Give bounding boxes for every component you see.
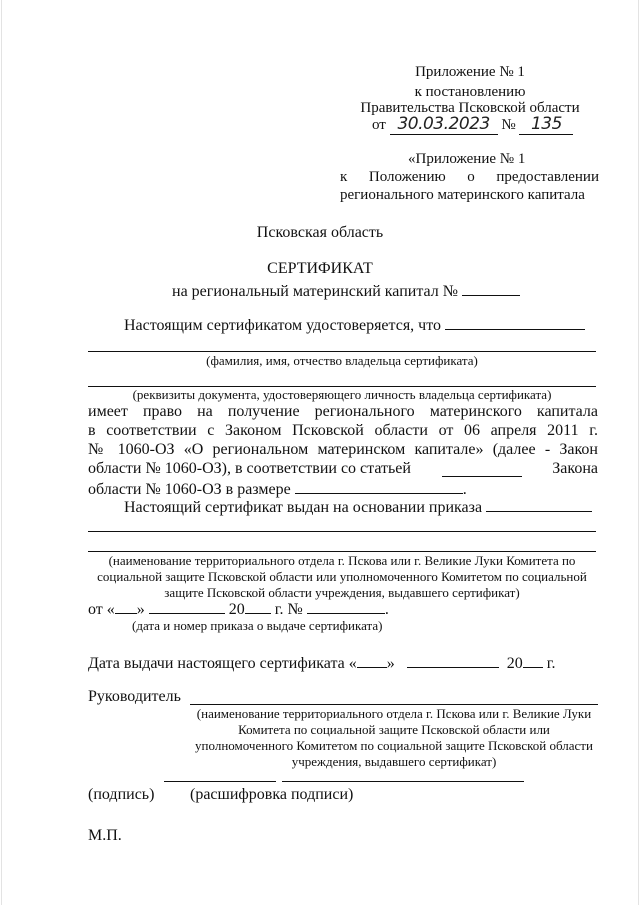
scan-edge-left xyxy=(1,0,2,905)
region-name: Псковская область xyxy=(256,224,384,241)
paragraph-line-5: области № 1060-ОЗ в размере . xyxy=(88,481,467,498)
appendix-date-handwritten: 30.03.2023 xyxy=(390,114,498,135)
issued-basis-blank xyxy=(486,497,592,512)
caption-department-1: (наименование территориального отдела г. Пскова или г. Великие Луки Комитета по xyxy=(108,553,576,568)
head-caption-4: учреждения, выдавшего сертификат) xyxy=(291,754,497,769)
order-year-prefix: 20 xyxy=(228,601,245,618)
signature-rule xyxy=(164,781,276,782)
caption-department-3: защите Псковской области учреждения, выдавшего сертификат) xyxy=(164,585,520,600)
appendix2-word-4: предоставлении xyxy=(496,169,599,185)
article-blank xyxy=(442,462,522,477)
order-year-suffix: г. № xyxy=(274,601,303,618)
head-caption-1: (наименование территориального отдела г. Пскова или г. Великие Луки xyxy=(196,706,592,721)
certify-line xyxy=(124,315,585,335)
stamp-place: М.П. xyxy=(88,827,122,844)
certificate-number-blank xyxy=(462,281,520,296)
sign-label: (подпись) xyxy=(88,786,155,803)
appendix2-line2 xyxy=(340,169,599,186)
paragraph-amount-label: области № 1060-ОЗ в размере xyxy=(88,481,291,498)
head-rule xyxy=(190,704,598,705)
sign-name-label: (расшифровка подписи) xyxy=(190,786,354,803)
scan-edge-right xyxy=(638,0,639,905)
amount-blank xyxy=(295,479,463,494)
order-number-blank xyxy=(307,599,385,614)
order-quote-close: » xyxy=(136,601,145,618)
paragraph-line-1: имеет право на получение регионального материнского капитала xyxy=(88,403,598,420)
order-line xyxy=(88,599,389,619)
issue-quote-close: » xyxy=(386,655,395,672)
head-label: Руководитель xyxy=(88,688,181,705)
appendix-line2: к постановлению xyxy=(414,84,526,100)
paragraph-line-4 xyxy=(88,460,598,478)
issue-date-line xyxy=(88,653,556,673)
caption-document: (реквизиты документа, удостоверяющего личность владельца сертификата) xyxy=(132,387,552,402)
issue-year-prefix: 20 xyxy=(506,655,523,672)
paragraph-line-3: № 1060-ОЗ «О региональном материнском капитале» (далее - Закон xyxy=(88,441,598,458)
certify-intro: Настоящим сертификатом удостоверяется, что xyxy=(124,317,442,334)
department-rule-1 xyxy=(88,531,596,532)
paragraph-line-2: в соответствии с Законом Псковской области от 06 апреля 2011 г. xyxy=(88,422,598,439)
appendix2-word-3: о xyxy=(467,169,475,185)
name-rule xyxy=(88,351,596,352)
appendix-line3: Правительства Псковской области xyxy=(360,100,580,116)
issued-basis: Настоящий сертификат выдан на основании приказа xyxy=(124,499,483,516)
issue-year-blank xyxy=(523,653,543,668)
issued-basis-line xyxy=(124,497,592,517)
issue-month-blank xyxy=(407,653,499,668)
appendix2-title: «Приложение № 1 xyxy=(408,151,526,167)
order-year-blank xyxy=(245,599,271,614)
order-end: . xyxy=(384,601,389,618)
signature-name-rule xyxy=(282,781,524,782)
head-caption-3: уполномоченного Комитетом по социальной защите Псковской области xyxy=(195,738,593,753)
paragraph-line-4a: области № 1060-ОЗ), в соответствии со статьей xyxy=(88,460,411,477)
issue-year-suffix: г. xyxy=(546,655,556,672)
order-from: от « xyxy=(88,601,115,618)
order-month-blank xyxy=(149,599,225,614)
caption-order: (дата и номер приказа о выдаче сертификата) xyxy=(132,618,383,633)
appendix2-word-2: Положению xyxy=(368,169,446,185)
appendix2-line3: регионального материнского капитала xyxy=(340,187,585,203)
certificate-subtitle-line xyxy=(172,281,520,301)
issue-day-blank xyxy=(357,653,387,668)
caption-name: (фамилия, имя, отчество владельца сертификата) xyxy=(206,353,478,368)
appendix-from-label: от xyxy=(372,117,386,133)
head-caption-2: Комитета по социальной защите Псковской области или xyxy=(238,722,550,737)
issue-label: Дата выдачи настоящего сертификата « xyxy=(88,655,357,672)
order-day-blank xyxy=(115,599,137,614)
caption-department-2: социальной защите Псковской области или уполномоченного Комитетом по социальной xyxy=(97,569,587,584)
department-rule-2 xyxy=(88,551,596,552)
appendix-date-line xyxy=(372,114,573,135)
appendix-number-label: № xyxy=(501,117,516,133)
paragraph-line-4b: Закона xyxy=(552,460,598,477)
appendix-number-handwritten: 135 xyxy=(519,114,573,135)
certificate-subtitle: на региональный материнский капитал № xyxy=(172,283,458,300)
certify-name-blank xyxy=(445,315,585,330)
appendix-title: Приложение № 1 xyxy=(415,64,525,80)
appendix2-word-1: к xyxy=(340,169,348,185)
certificate-title: СЕРТИФИКАТ xyxy=(267,260,373,277)
